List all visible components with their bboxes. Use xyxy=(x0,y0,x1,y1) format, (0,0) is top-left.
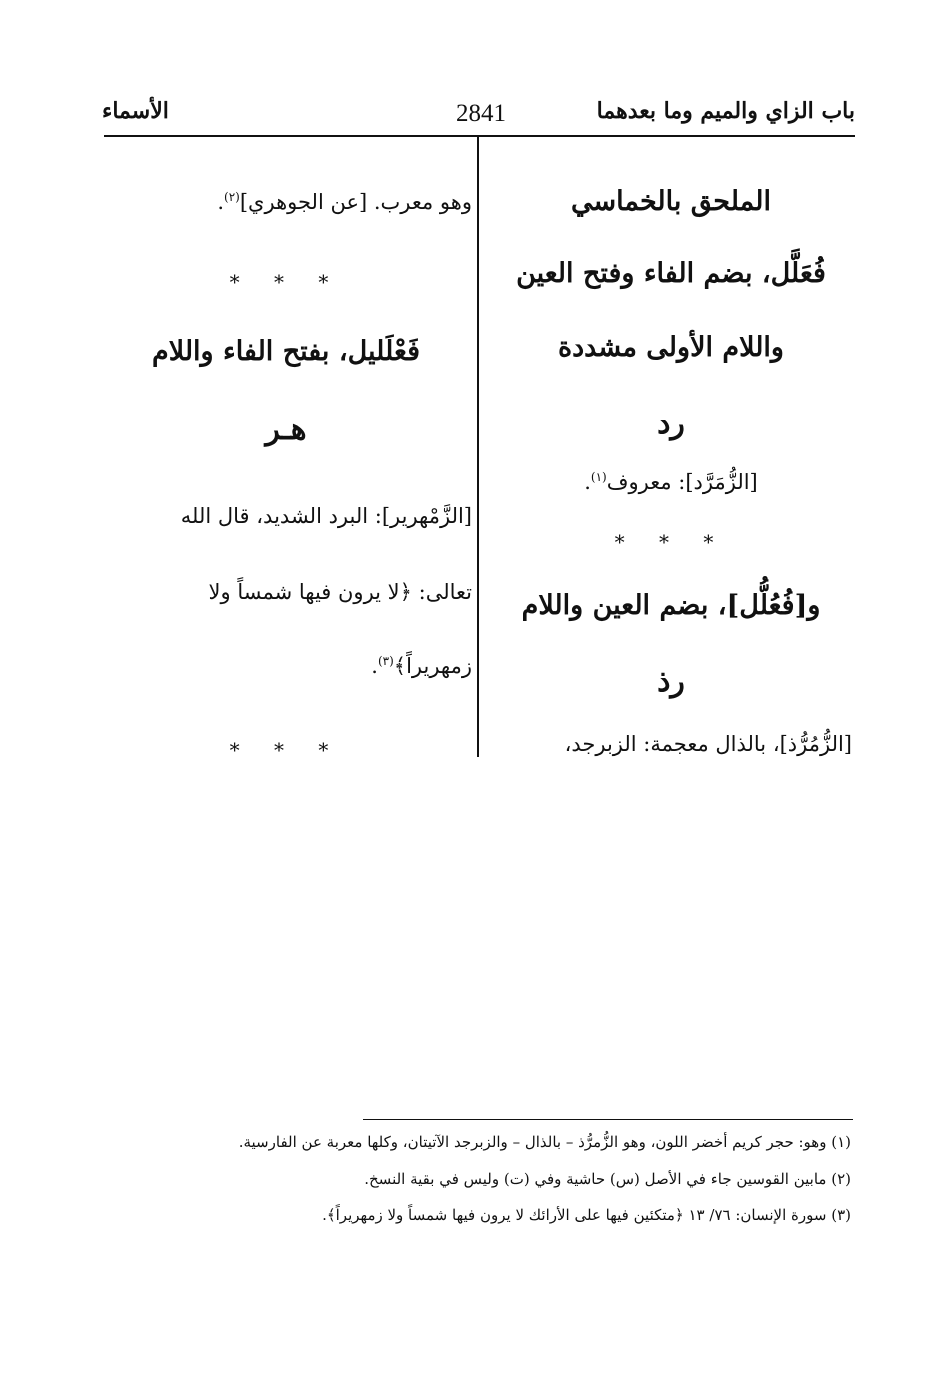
footnote-ref: (٢) xyxy=(224,190,240,204)
section-title: الأسماء xyxy=(102,98,169,124)
header-rule xyxy=(104,135,855,137)
entry-text: زمهريراً﴾ xyxy=(393,654,472,678)
footnote-ref: (٣) xyxy=(377,654,394,668)
heading-lam-mushaddada: واللام الأولى مشددة xyxy=(558,332,784,363)
footnote-1: (١) وهو: حجر كريم أخضر اللون، وهو الزُّمرُّذ – بالذال – والزبرجد الآتيتان، وكلها معربة عن الفارسية. xyxy=(238,1133,851,1151)
root-heading: رد xyxy=(657,406,685,441)
entry-zumurrudh: [الزُّمُرُّذ]، بالذال معجمة: الزبرجد، xyxy=(564,732,852,756)
section-separator: * * * xyxy=(229,270,343,294)
entry-end: . xyxy=(217,190,225,214)
root-heading: رذ xyxy=(657,664,685,699)
section-separator: * * * xyxy=(229,738,343,762)
footnote-ref: (١) xyxy=(590,470,607,484)
footnote-3: (٣) سورة الإنسان: ٧٦/ ١٣ ﴿متكئين فيها على الأرائك لا يرون فيها شمساً ولا زمهريراً﴾. xyxy=(322,1206,851,1224)
chapter-title: باب الزاي والميم وما بعدهما xyxy=(596,98,855,124)
footnote-rule xyxy=(363,1119,853,1120)
entry-end: . xyxy=(584,470,591,494)
column-divider xyxy=(477,137,479,757)
entry-text: [الزُّمَرَّد]: معروف xyxy=(606,470,758,494)
entry-zamharir-line2: تعالى: ﴿لا يرون فيها شمساً ولا xyxy=(208,580,472,604)
entry-zumurrad xyxy=(490,470,852,494)
entry-continuation xyxy=(100,190,472,214)
entry-zamharir-line3 xyxy=(100,654,472,678)
footnote-2: (٢) مابين القوسين جاء في الأصل (س) حاشية وفي (ت) وليس في بقية النسخ. xyxy=(364,1170,851,1188)
heading-fuullul: و[فُعُلُّل]، بضم العين واللام xyxy=(521,590,821,621)
root-heading: هـر xyxy=(265,412,307,447)
entry-text: وهو معرب. [عن الجوهري] xyxy=(239,190,472,214)
page-number: 2841 xyxy=(456,100,506,127)
heading-fuallal: فُعَلَّل، بضم الفاء وفتح العين xyxy=(516,258,826,289)
section-separator: * * * xyxy=(614,530,728,554)
heading-mulhaq: الملحق بالخماسي xyxy=(571,186,771,217)
entry-end: . xyxy=(371,654,378,678)
heading-falalil: فَعْلَليل، بفتح الفاء واللام xyxy=(152,336,420,367)
entry-zamharir-line1: [الزَّمْهرير]: البرد الشديد، قال الله xyxy=(180,504,472,528)
